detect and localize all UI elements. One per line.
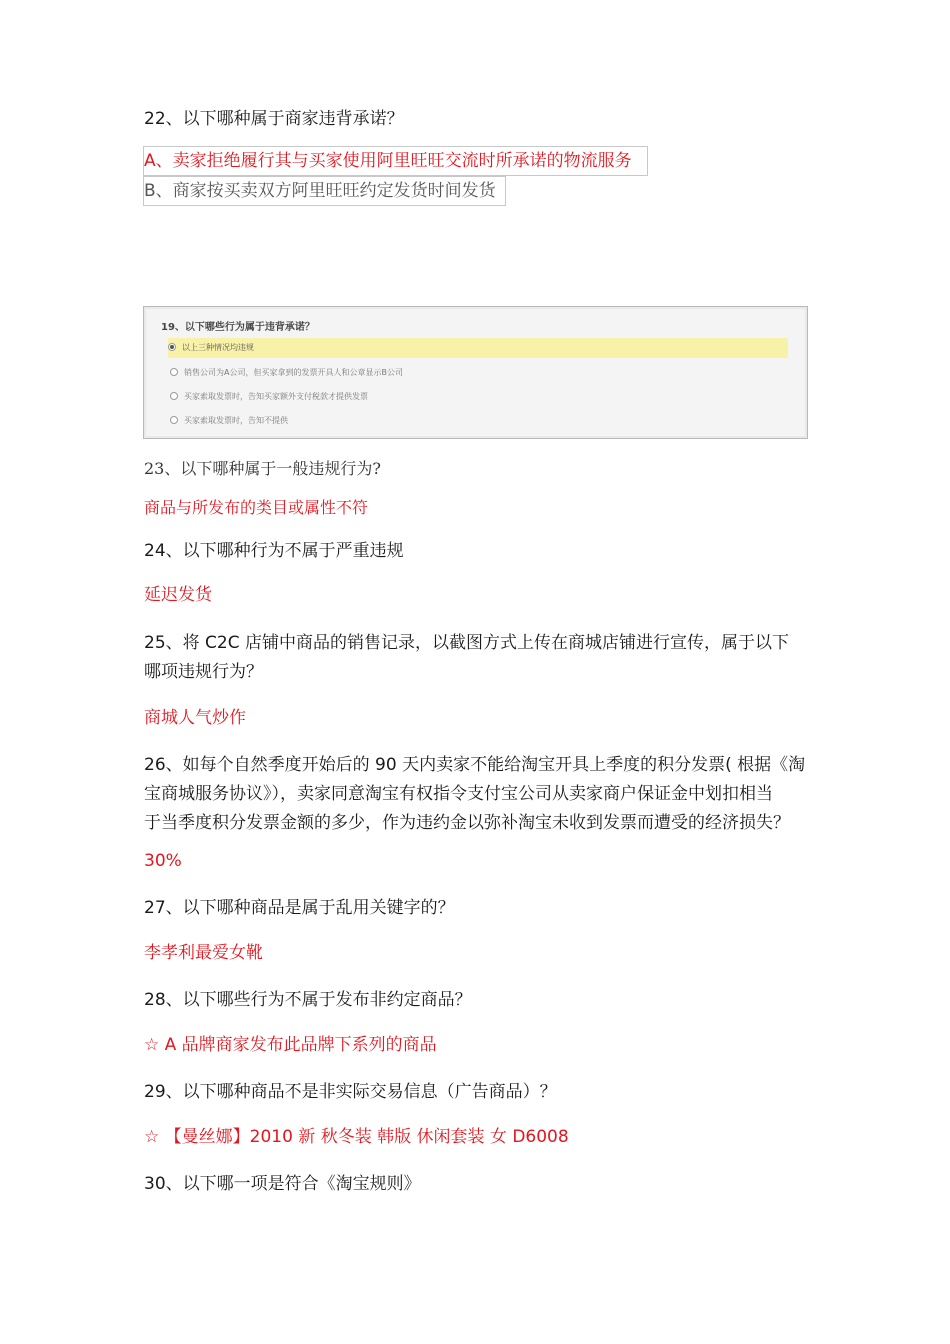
- question-25-line2: 哪项违规行为？: [144, 662, 263, 682]
- option-b: B、商家按买卖双方阿里旺旺约定发货时间发货: [143, 176, 506, 206]
- screenshot-option: 买家索取发票时，告知不提供: [170, 411, 288, 431]
- answer-26: 30%: [144, 851, 182, 871]
- question-22: 22、以下哪种属于商家违背承诺？: [144, 109, 404, 129]
- question-23: 23、以下哪种属于一般违规行为?: [144, 459, 381, 478]
- answer-23: 商品与所发布的类目或属性不符: [144, 498, 369, 517]
- answer-28: ☆ A 品牌商家发布此品牌下系列的商品: [144, 1035, 437, 1055]
- question-25-line1: 25、将 C2C 店铺中商品的销售记录，以截图方式上传在商城店铺进行宣传，属于以下: [144, 633, 789, 653]
- radio-checked-icon: [168, 343, 176, 351]
- radio-unchecked-icon: [170, 368, 178, 376]
- question-28: 28、以下哪些行为不属于发布非约定商品？: [144, 990, 472, 1010]
- question-27: 27、以下哪种商品是属于乱用关键字的？: [144, 898, 455, 918]
- radio-unchecked-icon: [170, 392, 178, 400]
- question-30: 30、以下哪一项是符合《淘宝规则》: [144, 1174, 421, 1194]
- screenshot-option-selected: 以上三种情况均违规: [168, 338, 788, 358]
- screenshot-question: 19、以下哪些行为属于违背承诺？: [161, 322, 315, 333]
- answer-24: 延迟发货: [144, 585, 212, 605]
- option-a: A、卖家拒绝履行其与买家使用阿里旺旺交流时所承诺的物流服务: [143, 146, 648, 176]
- screenshot-option: 买家索取发票时，告知买家额外支付税款才提供发票: [170, 387, 368, 407]
- embedded-quiz-screenshot: [143, 306, 808, 439]
- screenshot-option: 销售公司为A公司，但买家拿到的发票开具人和公章显示B公司: [170, 363, 403, 383]
- question-26-line1: 26、如每个自然季度开始后的 90 天内卖家不能给淘宝开具上季度的积分发票( 根据《淘: [144, 755, 806, 775]
- question-24: 24、以下哪种行为不属于严重违规: [144, 541, 404, 561]
- answer-25: 商城人气炒作: [144, 708, 246, 728]
- answer-29: ☆ 【曼丝娜】2010 新 秋冬装 韩版 休闲套装 女 D6008: [144, 1127, 569, 1147]
- answer-27: 李孝利最爱女靴: [144, 943, 263, 963]
- radio-unchecked-icon: [170, 416, 178, 424]
- question-29: 29、以下哪种商品不是非实际交易信息（广告商品）？: [144, 1082, 557, 1102]
- question-26-line2: 宝商城服务协议》），卖家同意淘宝有权指令支付宝公司从卖家商户保证金中划扣相当: [144, 784, 773, 804]
- question-26-line3: 于当季度积分发票金额的多少，作为违约金以弥补淘宝未收到发票而遭受的经济损失？: [144, 813, 790, 833]
